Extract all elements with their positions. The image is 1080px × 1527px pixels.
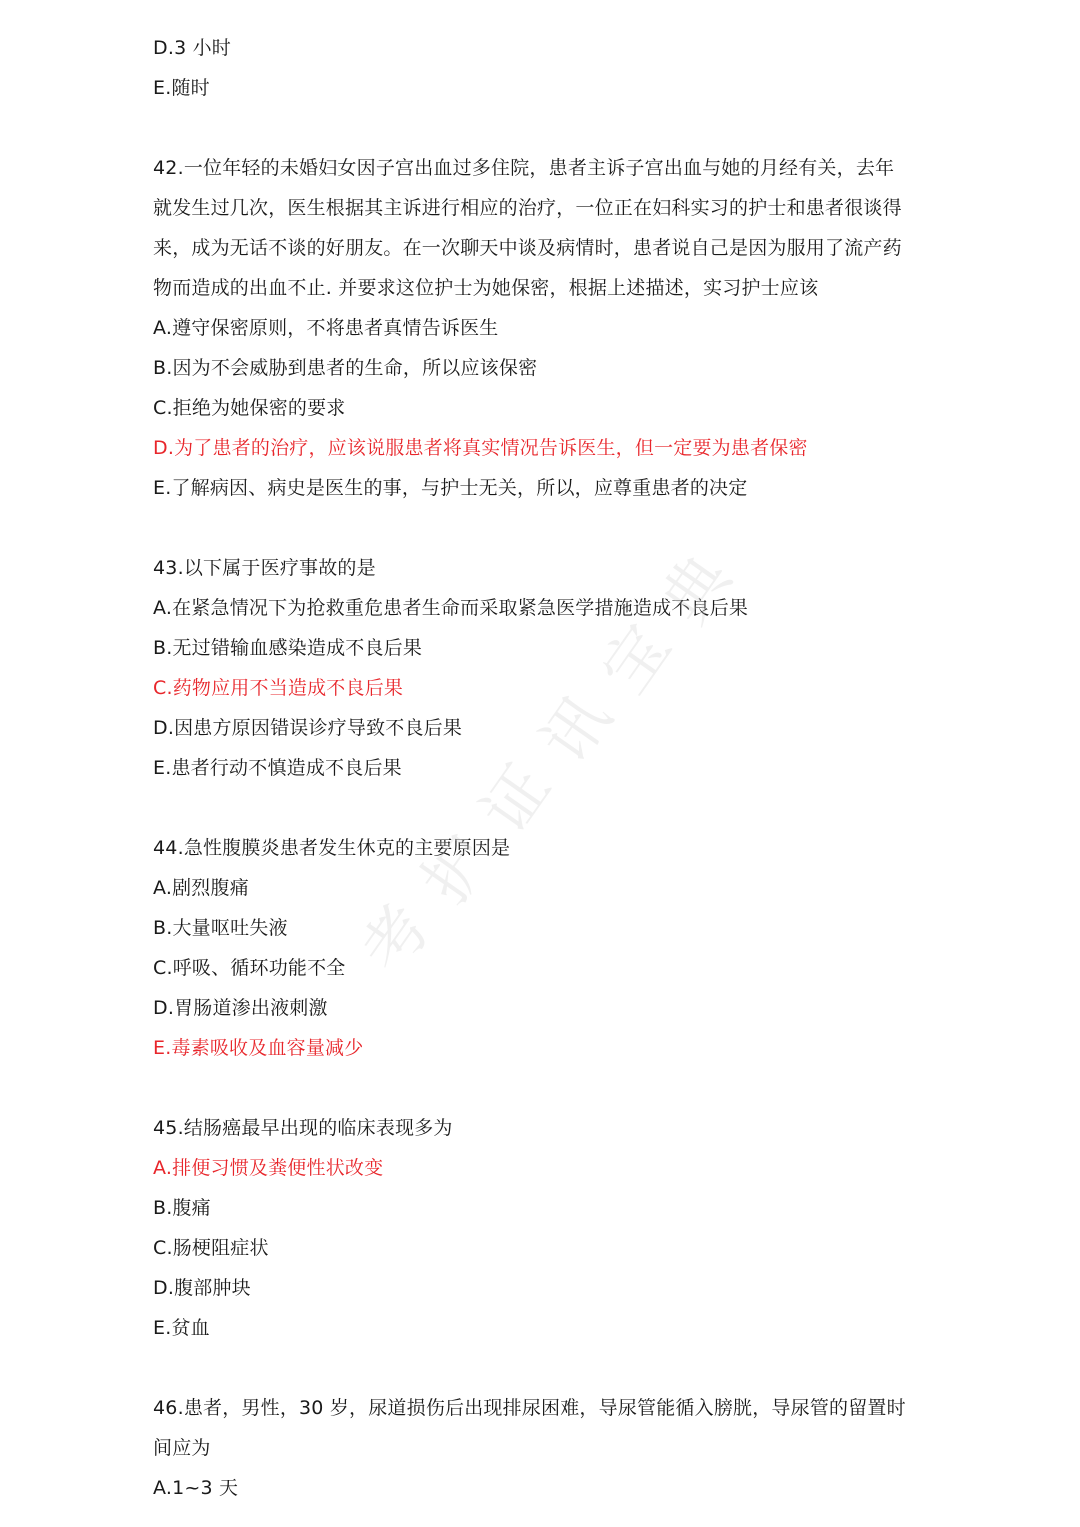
watermark-char: 护 [408,822,506,917]
question-stem: 间应为 [153,1437,211,1459]
spacer [153,108,943,148]
question-45 [153,1108,943,1348]
option-c: C.拒绝为她保密的要求 [153,397,346,419]
option-b: B.腹痛 [153,1197,211,1219]
option-a: A.遵守保密原则，不将患者真情告诉医生 [153,317,499,339]
option-c: C.呼吸、循环功能不全 [153,957,346,979]
option-e: E.患者行动不慎造成不良后果 [153,757,402,779]
watermark-char: 宝 [588,612,686,707]
question-stem: 来，成为无话不谈的好朋友。在一次聊天中谈及病情时，患者说自己是因为服用了流产药 [153,237,902,259]
option-b: B.无过错输血感染造成不良后果 [153,637,423,659]
option-d: D.因患方原因错误诊疗导致不良后果 [153,717,463,739]
option-line: E.随时 [153,77,210,99]
watermark-char: 证 [468,752,566,847]
option-b: B.大量呕吐失液 [153,917,288,939]
option-line: D.3 小时 [153,37,231,59]
question-stem: 42.一位年轻的未婚妇女因子宫出血过多住院，患者主诉子宫出血与她的月经有关，去年 [153,157,895,179]
option-e-correct-answer: E.毒素吸收及血容量减少 [153,1037,364,1059]
spacer [153,508,943,548]
option-a: A.在紧急情况下为抢救重危患者生命而采取紧急医学措施造成不良后果 [153,597,749,619]
option-e: E.了解病因、病史是医生的事，与护士无关，所以，应尊重患者的决定 [153,477,748,499]
question-stem: 物而造成的出血不止. 并要求这位护士为她保密，根据上述描述，实习护士应该 [153,277,819,299]
option-a-correct-answer: A.排便习惯及粪便性状改变 [153,1157,384,1179]
watermark-char: 考 [348,892,446,987]
question-stem: 43.以下属于医疗事故的是 [153,557,376,579]
watermark-char: 讯 [528,682,626,777]
option-a: A.1~3 天 [153,1477,239,1499]
question-46 [153,1388,943,1508]
spacer [153,1348,943,1388]
option-c: C.肠梗阻症状 [153,1237,269,1259]
option-d: D.腹部肿块 [153,1277,251,1299]
prev-question-options [153,28,943,108]
question-stem: 45.结肠癌最早出现的临床表现多为 [153,1117,453,1139]
spacer [153,1068,943,1108]
question-stem: 就发生过几次，医生根据其主诉进行相应的治疗，一位正在妇科实习的护士和患者很谈得 [153,197,902,219]
option-c-correct-answer: C.药物应用不当造成不良后果 [153,677,404,699]
option-a: A.剧烈腹痛 [153,877,249,899]
watermark-char: 典 [648,542,746,637]
option-d-correct-answer: D.为了患者的治疗，应该说服患者将真实情况告诉医生，但一定要为患者保密 [153,437,808,459]
question-42 [153,148,943,508]
question-stem: 46.患者，男性，30 岁，尿道损伤后出现排尿困难，导尿管能循入膀胱，导尿管的留置时 [153,1397,906,1419]
option-d: D.胃肠道渗出液刺激 [153,997,328,1019]
question-43 [153,548,943,788]
question-stem: 44.急性腹膜炎患者发生休克的主要原因是 [153,837,511,859]
document-page [153,28,943,1508]
spacer [153,788,943,828]
option-e: E.贫血 [153,1317,210,1339]
option-b: B.因为不会威胁到患者的生命，所以应该保密 [153,357,538,379]
question-44 [153,828,943,1068]
